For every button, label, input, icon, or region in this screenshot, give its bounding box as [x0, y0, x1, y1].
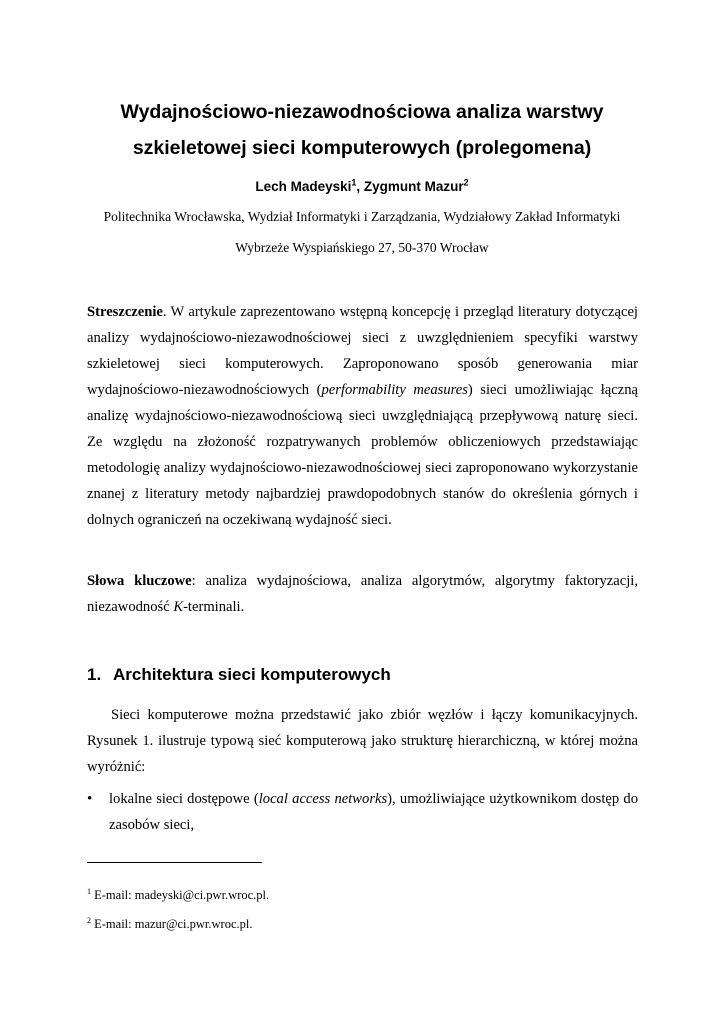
abstract-line: analizę wydajnościowo-niezawodnościową sieci uwzględniającą przepływową naturę sieci.: [87, 408, 638, 424]
bullet-text: ), umożliwiające użytkownikom dostęp do: [387, 791, 638, 807]
address: Wybrzeże Wyspiańskiego 27, 50-370 Wrocław: [235, 240, 489, 255]
footnote-divider: [87, 862, 262, 863]
abstract-text: . W artykule zaprezentowano wstępną koncepcję i przegląd literatury dotyczącej: [162, 304, 638, 320]
abstract-line: dolnych ograniczeń na oczekiwaną wydajność sieci.: [87, 512, 392, 528]
bullet-italic-term: local access networks: [258, 791, 388, 807]
keywords-text: niezawodność: [87, 599, 174, 615]
paper-title-line-2: szkieletowej sieci komputerowych (prolegomena): [132, 137, 592, 159]
abstract-text: ) sieci umożliwiając łączną: [467, 382, 638, 398]
bullet-text: lokalne sieci dostępowe (: [109, 791, 259, 807]
footnote-ref-2: 2: [463, 177, 469, 188]
keywords-label: Słowa kluczowe: [87, 573, 192, 589]
abstract-line: [87, 299, 638, 325]
footnote-mark: 2: [87, 915, 91, 925]
abstract-text: wydajnościowo-niezawodnościowych (: [87, 382, 322, 398]
bullet-item-line: [109, 786, 638, 812]
author-2: Zygmunt Mazur: [363, 179, 464, 194]
footnote-ref-1: 1: [351, 177, 357, 188]
paragraph-line: wyróżnić:: [87, 759, 146, 775]
bullet-icon: •: [87, 791, 93, 807]
bullet-item-line: zasobów sieci,: [109, 817, 195, 833]
section-title: Architektura sieci komputerowych: [113, 665, 391, 684]
abstract-line: znanej z literatury metody najbardziej prawdopodobnych stanów do określenia górnych i: [87, 486, 638, 502]
abstract-italic-term: performability measures: [321, 382, 468, 398]
footnote-text: E-mail: madeyski@ci.pwr.wroc.pl.: [91, 888, 270, 902]
authors: [0, 177, 724, 197]
author-1: Lech Madeyski: [255, 179, 352, 194]
paragraph-line: Sieci komputerowe można przedstawić jako zbiór węzłów i łączy komunikacyjnych.: [111, 707, 638, 723]
section-number: 1.: [87, 665, 102, 684]
abstract-line: analizy wydajnościowo-niezawodnościowej sieci z uwzględnieniem specyfiki warstwy: [87, 330, 638, 346]
footnote-1: [87, 886, 269, 904]
keywords-line: [87, 594, 638, 620]
keywords-text: : analiza wydajnościowa, analiza algorytmów, algorytmy faktoryzacji,: [191, 573, 638, 589]
keywords-italic: K: [173, 599, 184, 615]
footnote-mark: 1: [87, 886, 91, 896]
abstract-line: [87, 377, 638, 403]
abstract-line: szkieletowej sieci komputerowych. Zaproponowano sposób generowania miar: [87, 356, 638, 372]
abstract-line: Ze względu na złożoność rozpatrywanych problemów obliczeniowych przedstawiając: [87, 434, 638, 450]
abstract-label: Streszczenie: [87, 304, 163, 320]
footnote-2: [87, 915, 252, 933]
paper-title-line-1: Wydajnościowo-niezawodnościowa analiza warstwy: [120, 101, 604, 123]
abstract-line: metodologię analizy wydajnościowo-niezawodnościowej sieci zaproponowano wykorzystanie: [87, 460, 638, 476]
keywords-line: [87, 568, 638, 594]
section-heading: [87, 662, 391, 688]
footnote-text: E-mail: mazur@ci.pwr.wroc.pl.: [91, 917, 253, 931]
affiliation: Politechnika Wrocławska, Wydział Informatyki i Zarządzania, Wydziałowy Zakład Informatyki: [103, 209, 621, 224]
keywords-text: -terminali.: [183, 599, 245, 615]
author-separator: ,: [356, 179, 364, 194]
paragraph-line: Rysunek 1. ilustruje typową sieć komputerową jako strukturę hierarchiczną, w której można: [87, 733, 638, 749]
